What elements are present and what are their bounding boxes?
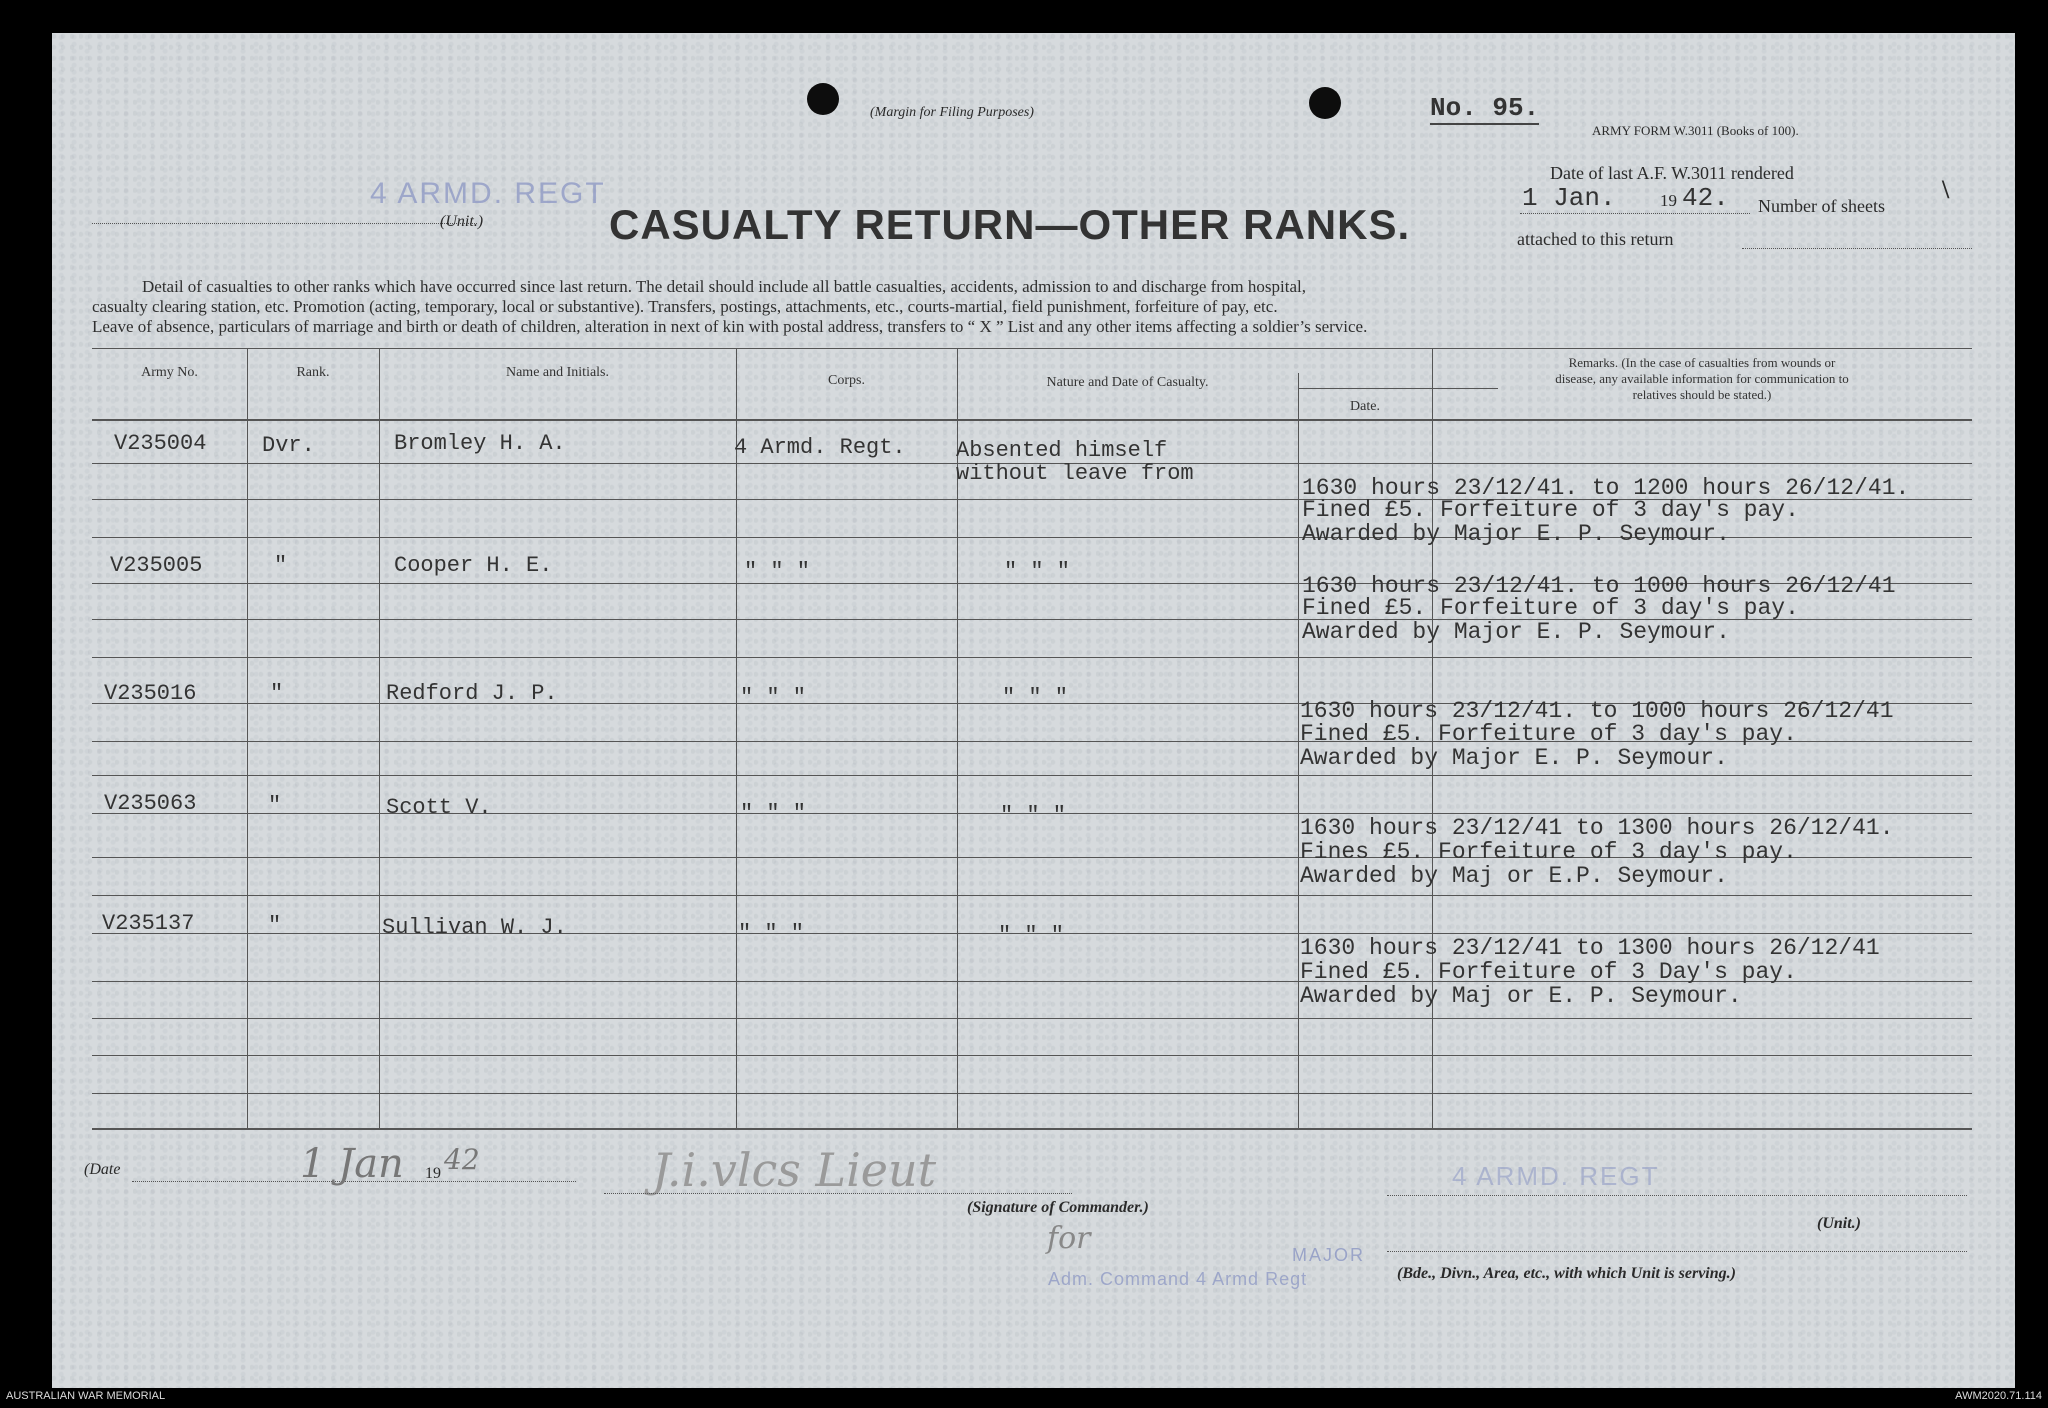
army-no-cell: V235016	[104, 681, 197, 706]
col-rank: Rank.	[296, 365, 330, 380]
date-label: (Date	[84, 1161, 121, 1178]
last-return-date: 1 Jan.	[1522, 183, 1616, 213]
footer-year-handwritten: 42	[444, 1143, 480, 1176]
nature-cell-1: Absented himself	[956, 438, 1168, 463]
remarks-line-1: 1630 hours 23/12/41. to 1200 hours 26/12/41.	[1302, 475, 1910, 501]
corps-cell: " " "	[740, 801, 807, 826]
credit-right: AWM2020.71.114	[1955, 1390, 2042, 1402]
remarks-line-2: Fined £5. Forfeiture of 3 day's pay.	[1302, 497, 1799, 523]
unit-label: (Unit.)	[440, 213, 484, 230]
rank-cell: "	[268, 793, 282, 818]
rank-cell: Dvr.	[262, 433, 315, 458]
army-no-cell: V235005	[110, 553, 203, 578]
remarks-line-2: Fines £5. Forfeiture of 3 day's pay.	[1300, 839, 1797, 865]
col-corps: Corps.	[828, 373, 865, 388]
col-remarks-1: Remarks. (In the case of casualties from wounds or	[1568, 355, 1836, 370]
col-remarks-3: relatives should be stated.)	[1632, 387, 1772, 402]
footer-unit-stamp: 4 ARMD. REGT	[1452, 1161, 1660, 1191]
margin-note: (Margin for Filing Purposes)	[870, 105, 1034, 120]
attached-label: attached to this return	[1517, 229, 1674, 249]
page-title: CASUALTY RETURN—OTHER RANKS.	[609, 201, 1411, 248]
corps-cell: " " "	[744, 559, 811, 584]
year-prefix: 19	[1660, 191, 1677, 210]
major-stamp: MAJOR	[1292, 1245, 1365, 1265]
army-no-cell: V235004	[114, 431, 207, 456]
footer-unit-label: (Unit.)	[1817, 1215, 1861, 1232]
col-name: Name and Initials.	[505, 365, 610, 380]
footer-unit-line	[1387, 1195, 1967, 1196]
rank-cell: "	[270, 681, 284, 706]
signature-handwritten: J.i.vlcs Lieut	[652, 1143, 937, 1197]
col-nature: Nature and Date of Casualty.	[1046, 375, 1209, 390]
col-remarks-2: disease, any available information for communication to	[1555, 371, 1849, 386]
remarks-line-1: 1630 hours 23/12/41. to 1000 hours 26/12/41	[1302, 573, 1896, 599]
col-date: Date.	[1350, 399, 1380, 414]
name-cell: Scott V.	[386, 795, 492, 820]
year-suffix: 42.	[1682, 183, 1729, 213]
unit-line	[92, 223, 477, 224]
punch-hole-right	[1309, 87, 1341, 119]
rank-cell: "	[274, 553, 288, 578]
credit-left: AUSTRALIAN WAR MEMORIAL	[6, 1390, 166, 1402]
name-cell: Sullivan W. J.	[382, 915, 567, 940]
punch-hole-left	[807, 83, 839, 115]
nature-cell-1: " " "	[998, 923, 1065, 948]
signature-line	[604, 1193, 1072, 1194]
remarks-line-1: 1630 hours 23/12/41 to 1300 hours 26/12/41	[1300, 935, 1880, 961]
detail-line-3: Leave of absence, particulars of marriage and birth or death of children, alteration in next of kin with postal address, transfers to “ X ” List and any other items affecting a soldier’s service.	[92, 317, 1368, 336]
for-note: for	[1047, 1221, 1091, 1256]
nature-cell-2: without leave from	[956, 461, 1194, 486]
unit-stamp: 4 ARMD. REGT	[370, 177, 606, 210]
remarks-line-1: 1630 hours 23/12/41 to 1300 hours 26/12/41.	[1300, 815, 1894, 841]
detail-line-2: casualty clearing station, etc. Promotion (acting, temporary, local or substantive). Transfers, postings, attachments, etc., courts-martial, field punishment, forfeiture of pay, etc.	[92, 297, 1278, 316]
adm-command-stamp: Adm. Command 4 Armd Regt	[1048, 1269, 1308, 1289]
nature-cell-1: " " "	[1002, 685, 1069, 710]
form-id: ARMY FORM W.3011 (Books of 100).	[1592, 123, 1799, 138]
remarks-line-3: Awarded by Maj or E.P. Seymour.	[1300, 863, 1728, 889]
corps-cell: 4 Armd. Regt.	[734, 435, 906, 460]
remarks-line-1: 1630 hours 23/12/41. to 1000 hours 26/12/41	[1300, 698, 1894, 724]
remarks-line-3: Awarded by Maj or E. P. Seymour.	[1300, 983, 1742, 1009]
remarks-line-3: Awarded by Major E. P. Seymour.	[1300, 745, 1728, 771]
col-army-no: Army No.	[141, 365, 198, 380]
remarks-line-2: Fined £5. Forfeiture of 3 day's pay.	[1302, 595, 1799, 621]
form-number: No. 95.	[1430, 93, 1540, 123]
remarks-line-3: Awarded by Major E. P. Seymour.	[1302, 521, 1730, 547]
name-cell: Redford J. P.	[386, 681, 558, 706]
last-return-line	[1520, 213, 1750, 214]
bde-label: (Bde., Divn., Area, etc., with which Unit is serving.)	[1397, 1265, 1736, 1282]
name-cell: Cooper H. E.	[394, 553, 553, 578]
army-no-cell: V235137	[102, 911, 195, 936]
sheets-tick: \	[1942, 175, 1950, 204]
last-return-label: Date of last A.F. W.3011 rendered	[1550, 163, 1794, 183]
corps-cell: " " "	[738, 921, 805, 946]
nature-cell-1: " " "	[1000, 803, 1067, 828]
rank-cell: "	[268, 913, 282, 938]
bde-line	[1387, 1251, 1967, 1252]
date-handwritten: 1 Jan	[300, 1141, 404, 1187]
remarks-line-3: Awarded by Major E. P. Seymour.	[1302, 619, 1730, 645]
remarks-line-2: Fined £5. Forfeiture of 3 day's pay.	[1300, 721, 1797, 747]
footer-year-prefix: 19	[425, 1165, 441, 1182]
corps-cell: " " "	[740, 685, 807, 710]
detail-line-1: Detail of casualties to other ranks which have occurred since last return. The detail should include all battle casualties, accidents, admission to and discharge from hospital,	[142, 277, 1306, 296]
nature-cell-1: " " "	[1004, 559, 1071, 584]
army-no-cell: V235063	[104, 791, 197, 816]
form-sheet	[52, 33, 2015, 1388]
remarks-line-2: Fined £5. Forfeiture of 3 Day's pay.	[1300, 959, 1797, 985]
name-cell: Bromley H. A.	[394, 431, 566, 456]
signature-label: (Signature of Commander.)	[967, 1199, 1149, 1216]
sheets-label: Number of sheets	[1758, 196, 1885, 216]
attached-line	[1742, 248, 1972, 249]
